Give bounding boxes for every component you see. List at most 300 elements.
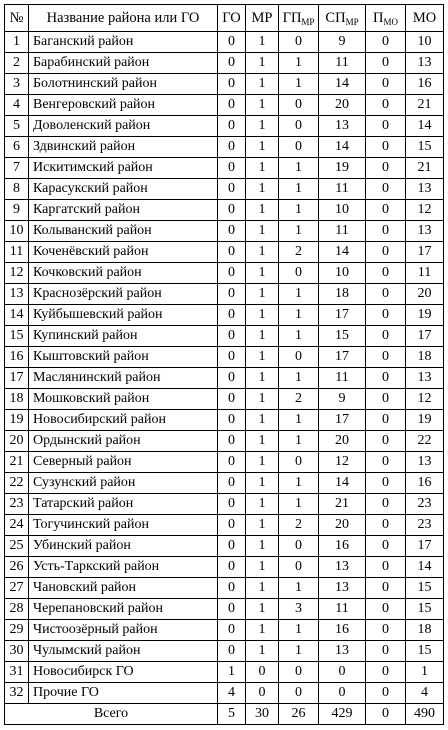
row-p: 0: [366, 326, 406, 347]
row-mo: 13: [406, 179, 444, 200]
row-p: 0: [366, 431, 406, 452]
row-number: 25: [5, 536, 29, 557]
row-gp: 0: [279, 95, 319, 116]
table-row: [5, 431, 444, 452]
row-p: 0: [366, 74, 406, 95]
row-name: Чистоозёрный район: [29, 620, 218, 641]
row-gp: 1: [279, 410, 319, 431]
row-number: 22: [5, 473, 29, 494]
row-mo: 21: [406, 95, 444, 116]
row-number: 29: [5, 620, 29, 641]
row-go: 0: [218, 599, 246, 620]
row-p: 0: [366, 536, 406, 557]
row-mo: 16: [406, 473, 444, 494]
row-sp: 14: [319, 242, 366, 263]
row-name: Куйбышевский район: [29, 305, 218, 326]
row-sp: 20: [319, 95, 366, 116]
row-gp: 0: [279, 452, 319, 473]
row-mr: 1: [246, 389, 279, 410]
row-sp: 17: [319, 410, 366, 431]
total-p: 0: [366, 704, 406, 725]
row-number: 4: [5, 95, 29, 116]
row-mo: 18: [406, 347, 444, 368]
row-p: 0: [366, 305, 406, 326]
row-gp: 1: [279, 305, 319, 326]
header-gp-main: ГП: [282, 10, 302, 26]
total-go: 5: [218, 704, 246, 725]
table-body: [5, 32, 444, 704]
row-mo: 17: [406, 326, 444, 347]
row-mr: 1: [246, 347, 279, 368]
header-p-main: П: [373, 10, 384, 26]
row-name: Барабинский район: [29, 53, 218, 74]
row-mr: 1: [246, 221, 279, 242]
row-mr: 1: [246, 263, 279, 284]
row-number: 20: [5, 431, 29, 452]
row-mr: 1: [246, 242, 279, 263]
row-number: 12: [5, 263, 29, 284]
row-sp: 11: [319, 368, 366, 389]
row-sp: 11: [319, 179, 366, 200]
table-row: [5, 557, 444, 578]
header-gp: [279, 5, 319, 32]
row-gp: 0: [279, 662, 319, 683]
row-go: 0: [218, 536, 246, 557]
table-row: [5, 53, 444, 74]
header-name: Название района или ГО: [29, 5, 218, 32]
row-mo: 15: [406, 578, 444, 599]
table-row: [5, 32, 444, 53]
row-number: 8: [5, 179, 29, 200]
row-sp: 15: [319, 326, 366, 347]
row-p: 0: [366, 179, 406, 200]
row-gp: 1: [279, 473, 319, 494]
row-go: 0: [218, 305, 246, 326]
header-sp-sub: МР: [345, 17, 359, 27]
row-gp: 1: [279, 179, 319, 200]
table-row: [5, 242, 444, 263]
table-row: [5, 221, 444, 242]
row-sp: 19: [319, 158, 366, 179]
row-mo: 14: [406, 557, 444, 578]
row-gp: 0: [279, 137, 319, 158]
row-mo: 1: [406, 662, 444, 683]
table-row: [5, 389, 444, 410]
row-gp: 0: [279, 536, 319, 557]
row-sp: 13: [319, 116, 366, 137]
row-p: 0: [366, 452, 406, 473]
row-mr: 1: [246, 32, 279, 53]
header-row: [5, 5, 444, 32]
row-name: Черепановский район: [29, 599, 218, 620]
row-mr: 1: [246, 536, 279, 557]
row-p: 0: [366, 473, 406, 494]
table-row: [5, 641, 444, 662]
row-mr: 1: [246, 494, 279, 515]
row-mo: 13: [406, 452, 444, 473]
table-row: [5, 410, 444, 431]
row-gp: 1: [279, 53, 319, 74]
table-row: [5, 116, 444, 137]
row-mr: 0: [246, 662, 279, 683]
row-name: Прочие ГО: [29, 683, 218, 704]
row-mr: 1: [246, 179, 279, 200]
row-number: 24: [5, 515, 29, 536]
row-gp: 0: [279, 32, 319, 53]
row-mr: 1: [246, 452, 279, 473]
row-sp: 11: [319, 599, 366, 620]
table-row: [5, 347, 444, 368]
row-name: Баганский район: [29, 32, 218, 53]
row-mo: 19: [406, 305, 444, 326]
row-mr: 1: [246, 158, 279, 179]
row-go: 0: [218, 74, 246, 95]
row-go: 0: [218, 179, 246, 200]
row-number: 19: [5, 410, 29, 431]
row-number: 26: [5, 557, 29, 578]
row-mo: 22: [406, 431, 444, 452]
header-number: №: [5, 5, 29, 32]
table-row: [5, 452, 444, 473]
row-gp: 2: [279, 389, 319, 410]
row-sp: 11: [319, 53, 366, 74]
row-go: 0: [218, 284, 246, 305]
row-name: Краснозёрский район: [29, 284, 218, 305]
row-number: 15: [5, 326, 29, 347]
table-row: [5, 368, 444, 389]
row-go: 0: [218, 242, 246, 263]
row-p: 0: [366, 158, 406, 179]
total-gp: 26: [279, 704, 319, 725]
row-mr: 1: [246, 620, 279, 641]
table-row: [5, 158, 444, 179]
row-mr: 1: [246, 305, 279, 326]
table-row: [5, 662, 444, 683]
row-number: 14: [5, 305, 29, 326]
header-sp: [319, 5, 366, 32]
row-sp: 20: [319, 431, 366, 452]
row-name: Новосибирск ГО: [29, 662, 218, 683]
row-name: Карасукский район: [29, 179, 218, 200]
row-p: 0: [366, 221, 406, 242]
row-p: 0: [366, 242, 406, 263]
row-number: 3: [5, 74, 29, 95]
row-mr: 1: [246, 200, 279, 221]
table-row: [5, 263, 444, 284]
row-p: 0: [366, 389, 406, 410]
row-mo: 10: [406, 32, 444, 53]
row-name: Сузунский район: [29, 473, 218, 494]
row-number: 1: [5, 32, 29, 53]
total-sp: 429: [319, 704, 366, 725]
row-go: 0: [218, 494, 246, 515]
row-sp: 18: [319, 284, 366, 305]
row-mo: 13: [406, 221, 444, 242]
table-row: [5, 473, 444, 494]
row-go: 0: [218, 557, 246, 578]
row-sp: 14: [319, 74, 366, 95]
row-mo: 23: [406, 494, 444, 515]
row-name: Чулымский район: [29, 641, 218, 662]
row-p: 0: [366, 347, 406, 368]
row-go: 0: [218, 53, 246, 74]
row-number: 30: [5, 641, 29, 662]
row-name: Искитимский район: [29, 158, 218, 179]
row-gp: 1: [279, 221, 319, 242]
row-mr: 1: [246, 368, 279, 389]
table-row: [5, 578, 444, 599]
row-mo: 18: [406, 620, 444, 641]
row-mo: 15: [406, 599, 444, 620]
row-mo: 11: [406, 263, 444, 284]
row-gp: 1: [279, 641, 319, 662]
row-gp: 1: [279, 578, 319, 599]
row-mr: 1: [246, 641, 279, 662]
table-row: [5, 200, 444, 221]
row-gp: 1: [279, 494, 319, 515]
table-row: [5, 179, 444, 200]
row-gp: 1: [279, 620, 319, 641]
row-name: Чановский район: [29, 578, 218, 599]
row-name: Венгеровский район: [29, 95, 218, 116]
table-row: [5, 284, 444, 305]
row-mo: 13: [406, 368, 444, 389]
row-mr: 1: [246, 431, 279, 452]
row-sp: 14: [319, 473, 366, 494]
row-sp: 13: [319, 641, 366, 662]
row-sp: 9: [319, 32, 366, 53]
row-go: 0: [218, 347, 246, 368]
row-sp: 11: [319, 221, 366, 242]
table-row: [5, 494, 444, 515]
row-mr: 1: [246, 116, 279, 137]
header-sp-main: СП: [325, 10, 346, 26]
row-number: 11: [5, 242, 29, 263]
row-sp: 0: [319, 662, 366, 683]
row-p: 0: [366, 32, 406, 53]
row-gp: 2: [279, 515, 319, 536]
row-gp: 0: [279, 263, 319, 284]
row-number: 9: [5, 200, 29, 221]
row-gp: 1: [279, 284, 319, 305]
total-mr: 30: [246, 704, 279, 725]
row-name: Болотнинский район: [29, 74, 218, 95]
row-mr: 1: [246, 515, 279, 536]
row-p: 0: [366, 284, 406, 305]
row-name: Каргатский район: [29, 200, 218, 221]
municipalities-table: [4, 4, 444, 725]
row-mr: 1: [246, 599, 279, 620]
row-mo: 15: [406, 137, 444, 158]
row-p: 0: [366, 683, 406, 704]
table-row: [5, 305, 444, 326]
table-row: [5, 515, 444, 536]
row-sp: 20: [319, 515, 366, 536]
row-number: 28: [5, 599, 29, 620]
row-number: 5: [5, 116, 29, 137]
row-go: 0: [218, 116, 246, 137]
row-mr: 0: [246, 683, 279, 704]
row-gp: 0: [279, 347, 319, 368]
row-number: 16: [5, 347, 29, 368]
row-name: Убинский район: [29, 536, 218, 557]
row-sp: 10: [319, 200, 366, 221]
row-p: 0: [366, 578, 406, 599]
row-go: 0: [218, 578, 246, 599]
row-name: Маслянинский район: [29, 368, 218, 389]
row-number: 2: [5, 53, 29, 74]
row-mr: 1: [246, 74, 279, 95]
row-sp: 16: [319, 620, 366, 641]
table-row: [5, 137, 444, 158]
row-go: 0: [218, 263, 246, 284]
row-p: 0: [366, 494, 406, 515]
row-sp: 9: [319, 389, 366, 410]
table-row: [5, 95, 444, 116]
row-number: 13: [5, 284, 29, 305]
row-number: 18: [5, 389, 29, 410]
row-sp: 17: [319, 347, 366, 368]
row-p: 0: [366, 599, 406, 620]
row-sp: 13: [319, 557, 366, 578]
table-row: [5, 74, 444, 95]
row-mo: 21: [406, 158, 444, 179]
header-go: ГО: [218, 5, 246, 32]
row-gp: 3: [279, 599, 319, 620]
row-gp: 1: [279, 431, 319, 452]
row-mr: 1: [246, 326, 279, 347]
row-go: 0: [218, 515, 246, 536]
row-gp: 0: [279, 116, 319, 137]
row-p: 0: [366, 662, 406, 683]
row-go: 0: [218, 137, 246, 158]
total-row: [5, 704, 444, 725]
row-mr: 1: [246, 410, 279, 431]
row-number: 27: [5, 578, 29, 599]
row-gp: 1: [279, 74, 319, 95]
table-row: [5, 326, 444, 347]
table-row: [5, 536, 444, 557]
header-mo: МО: [406, 5, 444, 32]
row-sp: 17: [319, 305, 366, 326]
row-gp: 1: [279, 200, 319, 221]
row-number: 17: [5, 368, 29, 389]
row-sp: 13: [319, 578, 366, 599]
row-p: 0: [366, 368, 406, 389]
row-p: 0: [366, 200, 406, 221]
row-mo: 20: [406, 284, 444, 305]
row-mo: 14: [406, 116, 444, 137]
header-p: [366, 5, 406, 32]
total-label: Всего: [5, 704, 218, 725]
row-mr: 1: [246, 578, 279, 599]
row-p: 0: [366, 641, 406, 662]
total-mo: 490: [406, 704, 444, 725]
row-name: Здвинский район: [29, 137, 218, 158]
row-gp: 1: [279, 326, 319, 347]
row-gp: 2: [279, 242, 319, 263]
row-go: 0: [218, 158, 246, 179]
row-p: 0: [366, 137, 406, 158]
row-sp: 12: [319, 452, 366, 473]
row-go: 0: [218, 368, 246, 389]
row-name: Усть-Таркский район: [29, 557, 218, 578]
header-mr: МР: [246, 5, 279, 32]
row-number: 10: [5, 221, 29, 242]
row-mo: 16: [406, 74, 444, 95]
row-mo: 4: [406, 683, 444, 704]
row-name: Новосибирский район: [29, 410, 218, 431]
row-number: 23: [5, 494, 29, 515]
row-gp: 1: [279, 158, 319, 179]
row-p: 0: [366, 95, 406, 116]
row-p: 0: [366, 620, 406, 641]
row-p: 0: [366, 116, 406, 137]
row-name: Купинский район: [29, 326, 218, 347]
row-sp: 16: [319, 536, 366, 557]
row-name: Кыштовский район: [29, 347, 218, 368]
row-name: Коченёвский район: [29, 242, 218, 263]
row-name: Мошковский район: [29, 389, 218, 410]
row-go: 0: [218, 221, 246, 242]
row-go: 0: [218, 200, 246, 221]
row-go: 0: [218, 32, 246, 53]
row-sp: 14: [319, 137, 366, 158]
row-mr: 1: [246, 473, 279, 494]
row-go: 0: [218, 326, 246, 347]
row-go: 0: [218, 473, 246, 494]
row-name: Кочковский район: [29, 263, 218, 284]
row-name: Колыванский район: [29, 221, 218, 242]
row-name: Татарский район: [29, 494, 218, 515]
row-mr: 1: [246, 284, 279, 305]
table-row: [5, 599, 444, 620]
table-row: [5, 620, 444, 641]
row-mr: 1: [246, 137, 279, 158]
row-name: Тогучинский район: [29, 515, 218, 536]
row-number: 32: [5, 683, 29, 704]
row-number: 6: [5, 137, 29, 158]
row-gp: 0: [279, 683, 319, 704]
row-number: 31: [5, 662, 29, 683]
table-row: [5, 683, 444, 704]
header-gp-sub: МР: [301, 17, 315, 27]
row-mo: 23: [406, 515, 444, 536]
row-mo: 15: [406, 641, 444, 662]
row-go: 0: [218, 410, 246, 431]
row-mo: 17: [406, 536, 444, 557]
row-mo: 13: [406, 53, 444, 74]
row-go: 1: [218, 662, 246, 683]
row-mo: 12: [406, 200, 444, 221]
row-go: 0: [218, 389, 246, 410]
row-mr: 1: [246, 53, 279, 74]
row-number: 7: [5, 158, 29, 179]
row-name: Северный район: [29, 452, 218, 473]
row-mr: 1: [246, 95, 279, 116]
row-mo: 17: [406, 242, 444, 263]
row-mo: 12: [406, 389, 444, 410]
row-sp: 10: [319, 263, 366, 284]
row-p: 0: [366, 263, 406, 284]
row-p: 0: [366, 410, 406, 431]
row-go: 0: [218, 620, 246, 641]
row-sp: 0: [319, 683, 366, 704]
row-p: 0: [366, 557, 406, 578]
row-gp: 0: [279, 557, 319, 578]
row-mr: 1: [246, 557, 279, 578]
row-name: Ордынский район: [29, 431, 218, 452]
